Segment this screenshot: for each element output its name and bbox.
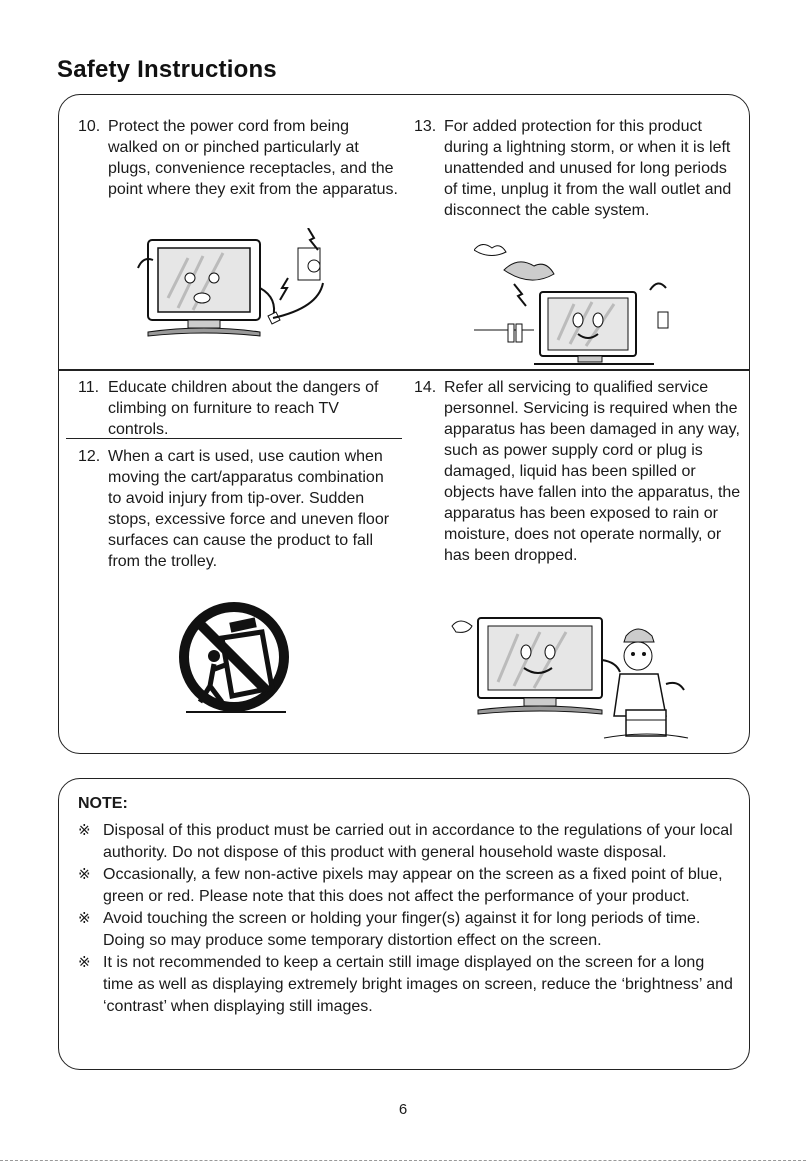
service-technician-illustration: [448, 612, 696, 744]
note-item: [78, 908, 738, 952]
instruction-item-10: [78, 116, 398, 200]
instruction-item-14: [414, 377, 742, 566]
page-title: Safety Instructions: [57, 56, 277, 83]
item-number: 14.: [414, 379, 437, 396]
item-text: For added protection for this product during a lightning storm, or when it is left unattended and unused for long periods of time, unplug it from the wall outlet and disconnect the cable system.: [444, 118, 732, 219]
instruction-item-12: [78, 446, 398, 572]
item-number: 10.: [78, 118, 101, 135]
reference-mark-icon: ※: [78, 910, 91, 927]
reference-mark-icon: ※: [78, 954, 91, 971]
note-item: [78, 820, 738, 864]
item-text: Refer all servicing to qualified service personnel. Servicing is required when the apparatus has been damaged in any way, such as power supply cord or plug is damaged, liquid has been spilled or objects have fallen into the apparatus, the apparatus has been exposed to rain or moisture, does not operate normally, or has been dropped.: [444, 379, 741, 564]
cart-tipover-warning-icon: [176, 602, 292, 714]
reference-mark-icon: ※: [78, 866, 91, 883]
note-item: [78, 864, 738, 908]
item-number: 11.: [78, 379, 100, 396]
item-text: When a cart is used, use caution when moving the cart/apparatus combination to avoid injury from tip-over. Sudden stops, excessive force and uneven floor surfaces can cause the product to fall from the trolley.: [108, 448, 390, 570]
note-title: NOTE:: [78, 795, 128, 812]
item-number: 12.: [78, 448, 101, 465]
page-number: 6: [398, 1101, 408, 1118]
reference-mark-icon: ※: [78, 822, 91, 839]
instruction-item-13: [414, 116, 742, 221]
item-text: Protect the power cord from being walked on or pinched particularly at plugs, convenience receptacles, and the point where they exit from the apparatus.: [108, 118, 398, 198]
item-number: 13.: [414, 118, 437, 135]
note-item: [78, 952, 738, 1018]
note-text: Disposal of this product must be carried out in accordance to the regulations of your local authority. Do not dispose of this product with general household waste disposal.: [103, 822, 733, 861]
note-list: [78, 820, 738, 1018]
instruction-item-11: [78, 377, 398, 440]
divider-middle: [59, 369, 749, 371]
tv-power-cord-illustration: [128, 228, 358, 348]
lightning-storm-illustration: [474, 240, 684, 368]
note-text: Occasionally, a few non-active pixels may appear on the screen as a fixed point of blue, green or red. Please note that this does not affect the performance of your product.: [103, 866, 723, 905]
item-text: Educate children about the dangers of climbing on furniture to reach TV controls.: [108, 379, 379, 438]
note-text: It is not recommended to keep a certain still image displayed on the screen for a long time as well as displaying extremely bright images on screen, reduce the ‘brightness’ and ‘contrast’ when displaying still images.: [103, 954, 733, 1015]
page-bottom-rule: [0, 1160, 806, 1161]
note-text: Avoid touching the screen or holding your finger(s) against it for long periods of time. Doing so may produce some temporary distortion effect on the screen.: [103, 910, 701, 949]
